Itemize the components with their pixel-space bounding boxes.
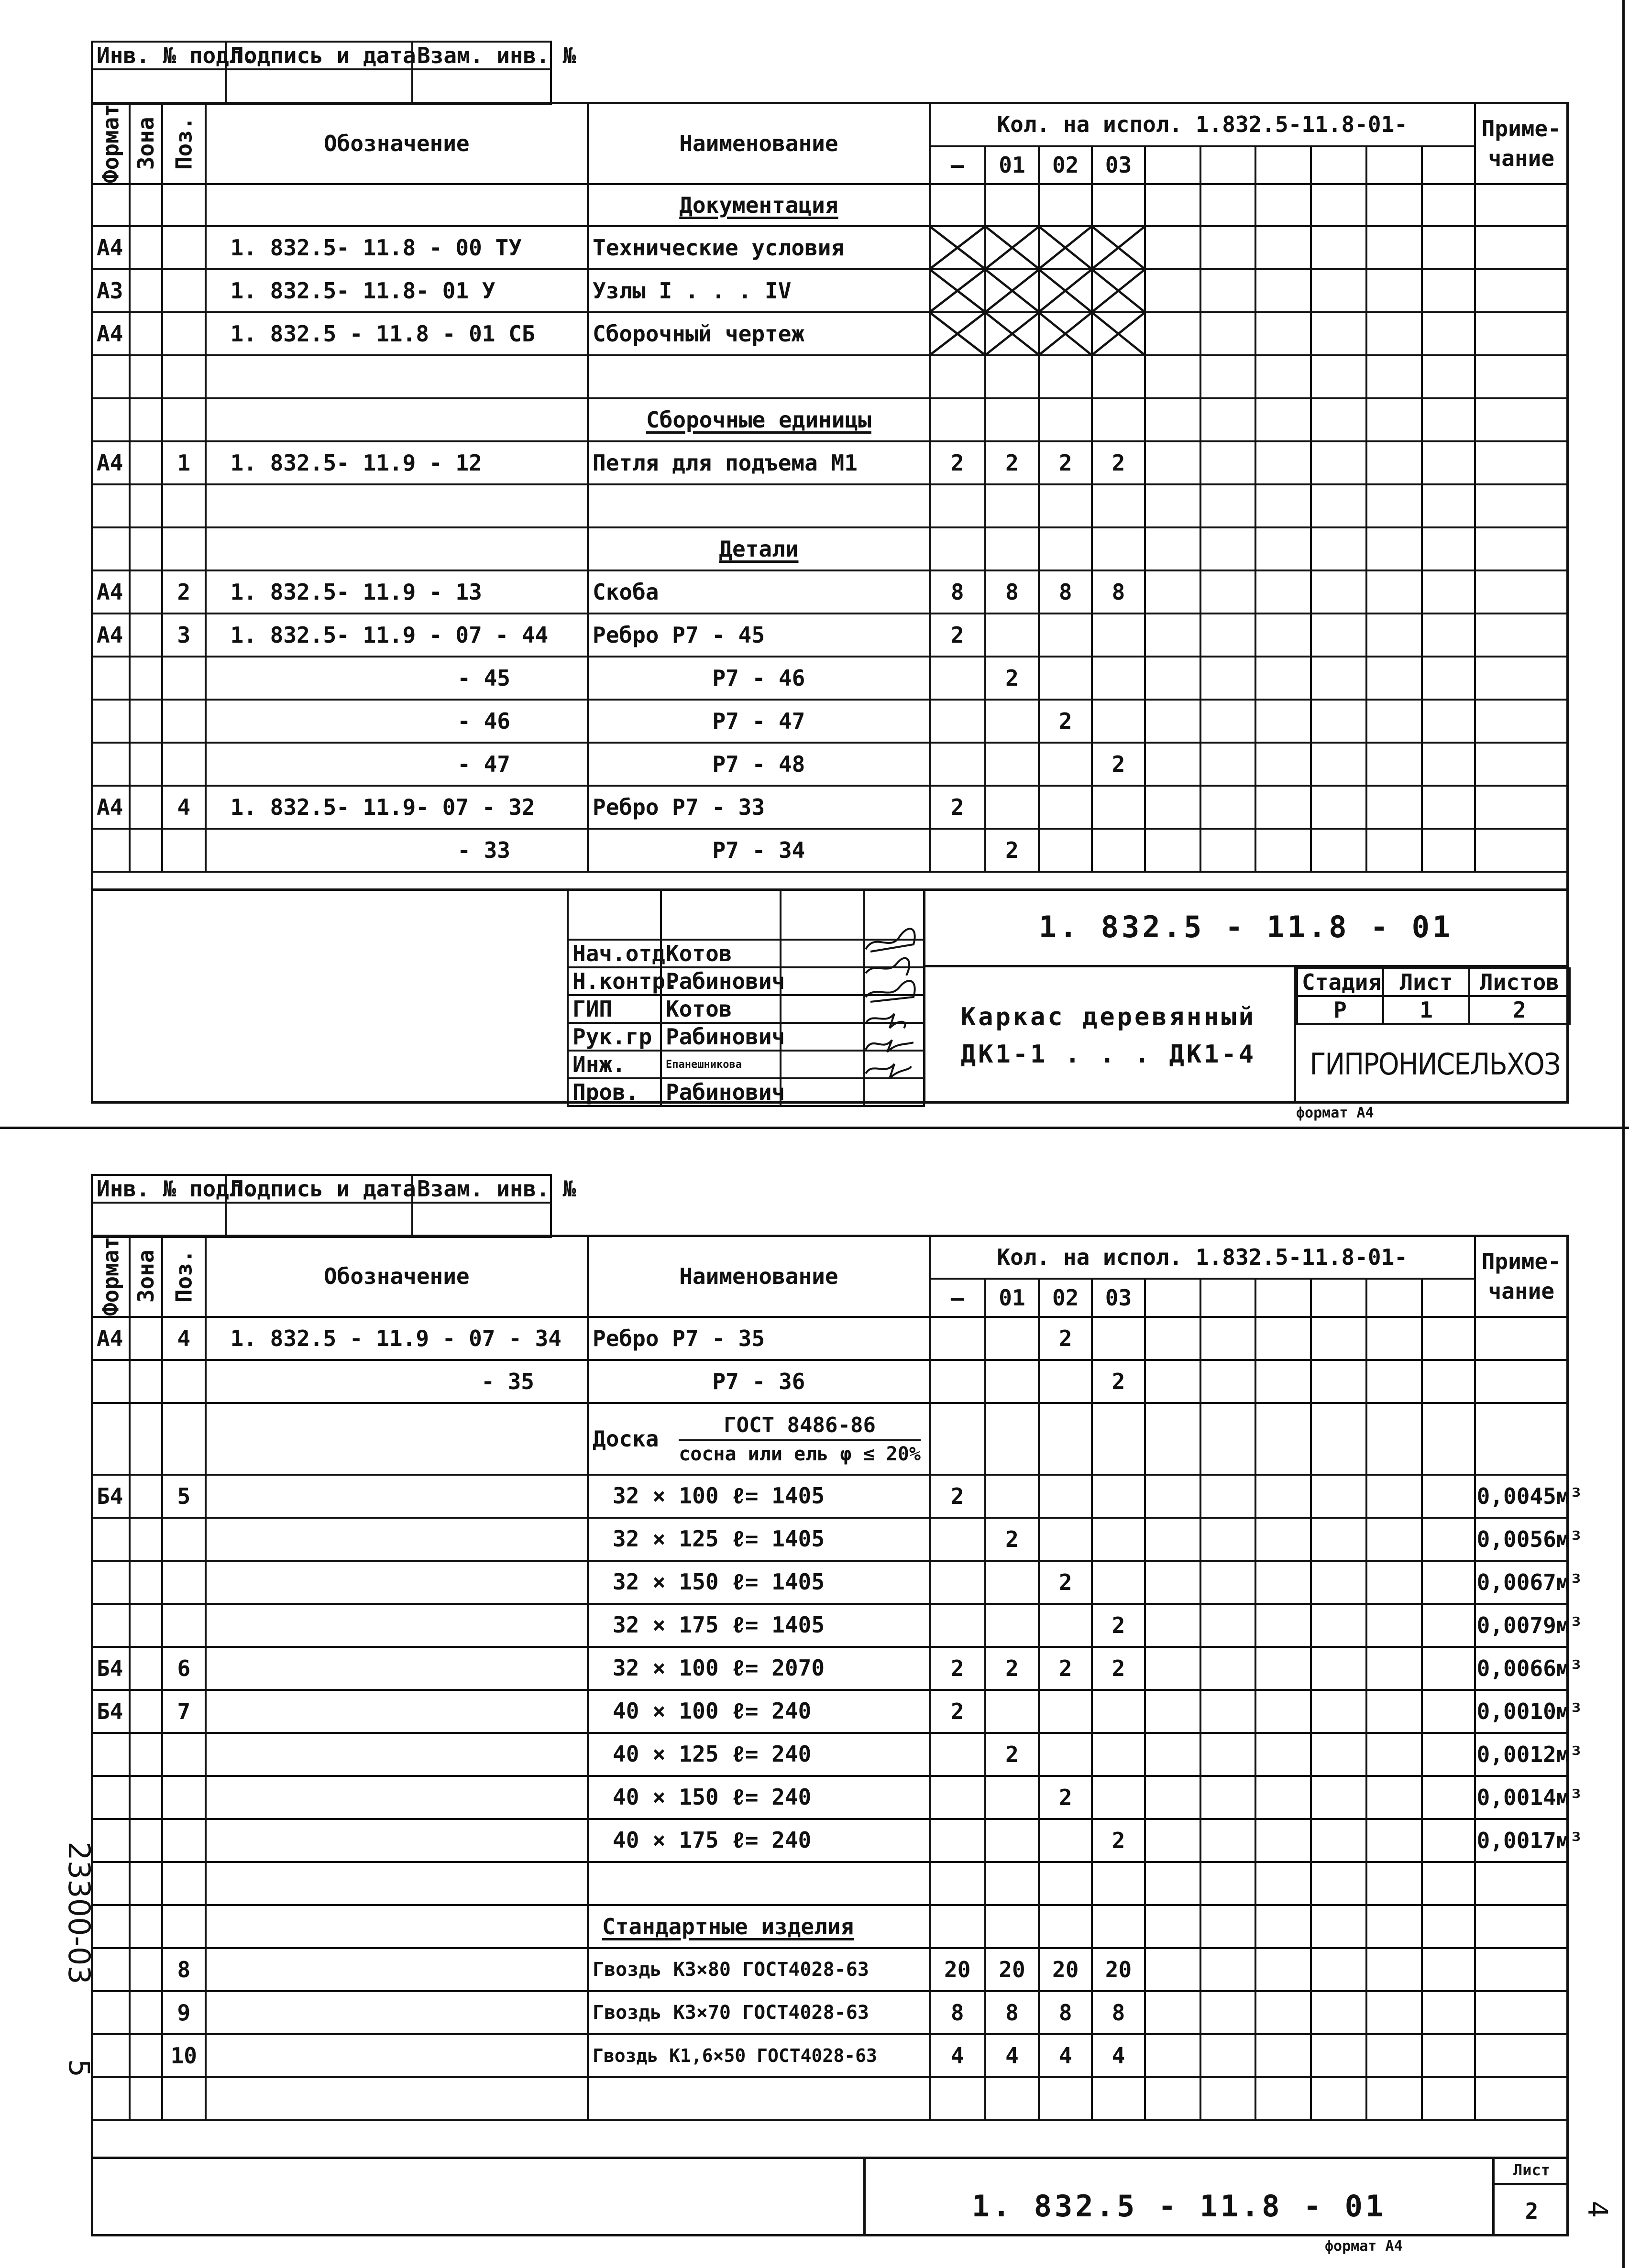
spec-table-2	[91, 1235, 1583, 2121]
inv-podl-label: Инв. № подл.	[92, 42, 226, 69]
row-qty: 8	[1039, 570, 1092, 614]
row-qty: 20	[930, 1948, 985, 1991]
format-label-2: формат А4	[1325, 2238, 1403, 2255]
sheets-label: Листов	[1469, 968, 1570, 996]
person: Рабинович	[661, 967, 781, 995]
row-qty: 20	[1092, 1948, 1145, 1991]
row-designation: - 35	[206, 1360, 588, 1403]
row-pos: 4	[162, 1317, 206, 1360]
variant-header: 01	[985, 1279, 1039, 1317]
row-name: 32 × 125 ℓ= 1405	[588, 1518, 930, 1561]
row-qty: 2	[1092, 1647, 1145, 1690]
person: Рабинович	[661, 1023, 781, 1051]
format-label-1: формат А4	[1296, 1105, 1374, 1121]
row-name: 40 × 175 ℓ= 240	[588, 1819, 930, 1862]
zone-header: Зона	[130, 103, 162, 184]
section-title: Стандартные изделия	[602, 1914, 854, 1940]
row-qty: 2	[985, 829, 1039, 872]
row-qty: 2	[1039, 1647, 1092, 1690]
cross-cell	[1092, 269, 1145, 312]
row-name: Р7 - 48	[588, 743, 930, 786]
row-qty: 8	[1092, 1991, 1145, 2034]
row-volume: 0,0067м³	[1475, 1561, 1568, 1604]
person: Рабинович	[661, 1078, 781, 1106]
row-designation: 1. 832.5 - 11.8 - 01 СБ	[206, 312, 588, 355]
row-designation: - 47	[206, 743, 588, 786]
cross-cell	[1039, 269, 1092, 312]
row-name: Гвоздь К3×80 ГОСТ4028-63	[588, 1948, 930, 1991]
page-divider	[0, 1127, 1629, 1129]
cross-cell	[985, 269, 1039, 312]
row-pos: 2	[162, 570, 206, 614]
row-pos: 6	[162, 1647, 206, 1690]
row-volume: 0,0014м³	[1475, 1776, 1568, 1819]
row-pos: 4	[162, 786, 206, 829]
row-name: Р7 - 47	[588, 700, 930, 743]
row-pos: 8	[162, 1948, 206, 1991]
row-name: Скоба	[588, 570, 930, 614]
row-qty: 2	[1092, 743, 1145, 786]
row-designation: 1. 832.5- 11.9 - 07 - 44	[206, 614, 588, 657]
signature	[866, 1040, 914, 1052]
row-name: 40 × 100 ℓ= 240	[588, 1690, 930, 1733]
cross-cell	[1039, 226, 1092, 269]
stamp-top-2	[91, 1174, 576, 1238]
stage-label: Стадия	[1297, 968, 1383, 996]
name-header: Наименование	[588, 103, 930, 184]
row-qty: 4	[1039, 2034, 1092, 2077]
row-qty: 8	[930, 570, 985, 614]
row-pos: 5	[162, 1475, 206, 1518]
signature-date-label: Подпись и дата	[226, 1175, 412, 1203]
row-format: А4	[92, 614, 130, 657]
cross-cell	[930, 269, 985, 312]
sheets-value: 2	[1469, 996, 1570, 1024]
row-volume: 0,0045м³	[1475, 1475, 1568, 1518]
cross-cell	[930, 226, 985, 269]
role: Инж.	[568, 1051, 661, 1078]
row-pos: 9	[162, 1991, 206, 2034]
board-spec	[588, 1403, 930, 1475]
row-format: А4	[92, 441, 130, 484]
sheet-value: 1	[1383, 996, 1469, 1024]
variant-header: 03	[1092, 146, 1145, 184]
row-qty: 2	[985, 441, 1039, 484]
document-title: Каркас деревянный	[960, 1002, 1256, 1031]
row-pos: 1	[162, 441, 206, 484]
row-qty: 2	[1092, 1819, 1145, 1862]
row-qty: 2	[1039, 1317, 1092, 1360]
row-qty: 8	[1092, 570, 1145, 614]
row-qty: 2	[1092, 441, 1145, 484]
row-volume: 0,0066м³	[1475, 1647, 1568, 1690]
pos-header: Поз.	[162, 103, 206, 184]
row-designation: 1. 832.5- 11.9 - 13	[206, 570, 588, 614]
sheet-label-box	[1495, 2157, 1569, 2185]
row-volume: 0,0012м³	[1475, 1733, 1568, 1776]
row-name: 32 × 100 ℓ= 2070	[588, 1647, 930, 1690]
section-title: Документация	[679, 192, 838, 219]
role: Н.контр.	[568, 967, 661, 995]
qty-header: Кол. на испол. 1.832.5-11.8-01-	[930, 103, 1475, 146]
signatures	[861, 923, 928, 1105]
row-name: Ребро Р7 - 35	[588, 1317, 930, 1360]
signature-date-label: Подпись и дата	[226, 42, 412, 69]
title-code-box-2	[863, 2157, 1495, 2236]
variant-header: 03	[1092, 1279, 1145, 1317]
row-qty: 8	[985, 1991, 1039, 2034]
qty-header: Кол. на испол. 1.832.5-11.8-01-	[930, 1236, 1475, 1279]
row-designation: 1. 832.5- 11.9- 07 - 32	[206, 786, 588, 829]
row-qty: 20	[1039, 1948, 1092, 1991]
row-name: Ребро Р7 - 45	[588, 614, 930, 657]
sheet-number: 2	[1525, 2198, 1539, 2224]
row-format: А4	[92, 226, 130, 269]
row-designation: 1. 832.5- 11.8 - 00 ТУ	[206, 226, 588, 269]
row-qty: 2	[985, 1733, 1039, 1776]
sheet-label: Лист	[1513, 2160, 1551, 2179]
side-number: 23300-03	[61, 1841, 97, 1984]
row-qty: 8	[930, 1991, 985, 2034]
row-qty: 2	[1092, 1604, 1145, 1647]
title-code-row-1	[923, 888, 1569, 967]
sheet-number-box	[1495, 2185, 1569, 2236]
row-qty: 2	[1092, 1360, 1145, 1403]
row-qty: 4	[930, 2034, 985, 2077]
row-format: А4	[92, 312, 130, 355]
board-material: сосна или ель φ ≤ 20%	[679, 1443, 921, 1465]
row-designation: - 33	[206, 829, 588, 872]
row-format: А4	[92, 786, 130, 829]
row-qty: 2	[1039, 441, 1092, 484]
row-qty: 2	[930, 441, 985, 484]
sheet-label: Лист	[1383, 968, 1469, 996]
inv-podl-label: Инв. № подл.	[92, 1175, 226, 1203]
row-name: Гвоздь К1,6×50 ГОСТ4028-63	[588, 2034, 930, 2077]
row-name: Ребро Р7 - 33	[588, 786, 930, 829]
document-subtitle: ДК1-1 . . . ДК1-4	[960, 1040, 1256, 1069]
row-qty: 20	[985, 1948, 1039, 1991]
vzam-inv-label: Взам. инв. №	[412, 42, 551, 69]
zone-header: Зона	[130, 1236, 162, 1317]
row-qty: 8	[985, 570, 1039, 614]
row-name: 32 × 100 ℓ= 1405	[588, 1475, 930, 1518]
row-name: Петля для подъема М1	[588, 441, 930, 484]
format-header: Формат	[92, 103, 130, 184]
variant-header: —	[930, 146, 985, 184]
row-designation: 1. 832.5- 11.9 - 12	[206, 441, 588, 484]
row-designation: - 46	[206, 700, 588, 743]
row-volume: 0,0079м³	[1475, 1604, 1568, 1647]
designation-header: Обозначение	[206, 1236, 588, 1317]
row-name: 40 × 150 ℓ= 240	[588, 1776, 930, 1819]
cross-cell	[1092, 312, 1145, 355]
row-volume: 0,0056м³	[1475, 1518, 1568, 1561]
row-format: А3	[92, 269, 130, 312]
row-name: Узлы I . . . IV	[588, 269, 930, 312]
row-qty: 2	[930, 1690, 985, 1733]
section-title: Детали	[719, 536, 799, 562]
board-label: Доска	[593, 1426, 659, 1452]
row-qty: 2	[1039, 700, 1092, 743]
document-code: 1. 832.5 - 11.8 - 01	[1038, 909, 1453, 944]
cross-cell	[930, 312, 985, 355]
role: Нач.отд	[568, 940, 661, 967]
board-gost: ГОСТ 8486-86	[679, 1413, 921, 1441]
row-name: Р7 - 34	[588, 829, 930, 872]
row-qty: 2	[985, 1518, 1039, 1561]
variant-header: 02	[1039, 1279, 1092, 1317]
row-qty: 2	[930, 1475, 985, 1518]
row-name: Гвоздь К3×70 ГОСТ4028-63	[588, 1991, 930, 2034]
row-name: Технические условия	[588, 226, 930, 269]
row-pos: 3	[162, 614, 206, 657]
signature	[866, 929, 915, 952]
row-qty: 4	[1092, 2034, 1145, 2077]
name-header: Наименование	[588, 1236, 930, 1317]
row-format: Б4	[92, 1475, 130, 1518]
row-designation: - 45	[206, 657, 588, 700]
person: Епанешникова	[661, 1051, 781, 1078]
person: Котов	[661, 995, 781, 1023]
row-qty: 2	[985, 1647, 1039, 1690]
row-designation: 1. 832.5- 11.8- 01 У	[206, 269, 588, 312]
row-qty: 2	[1039, 1561, 1092, 1604]
designation-header: Обозначение	[206, 103, 588, 184]
cross-cell	[985, 226, 1039, 269]
row-qty: 2	[930, 1647, 985, 1690]
cross-cell	[1092, 226, 1145, 269]
remark-header: Приме- чание	[1475, 1236, 1568, 1317]
pos-header: Поз.	[162, 1236, 206, 1317]
cross-cell	[985, 312, 1039, 355]
stamp-top-1	[91, 41, 576, 105]
side-page-number: 5	[62, 2059, 96, 2078]
row-name: 32 × 175 ℓ= 1405	[588, 1604, 930, 1647]
row-pos: 10	[162, 2034, 206, 2077]
vzam-inv-label: Взам. инв. №	[412, 1175, 551, 1203]
remark-header: Приме- чание	[1475, 103, 1568, 184]
row-format: Б4	[92, 1647, 130, 1690]
row-format: А4	[92, 570, 130, 614]
row-name: 32 × 150 ℓ= 1405	[588, 1561, 930, 1604]
row-volume: 0,0017м³	[1475, 1819, 1568, 1862]
spec-table-1	[91, 102, 1569, 873]
row-qty: 2	[930, 786, 985, 829]
stage-table-1	[1296, 967, 1571, 1025]
row-qty: 2	[1039, 1776, 1092, 1819]
row-volume: 0,0010м³	[1475, 1690, 1568, 1733]
variant-header: 02	[1039, 146, 1092, 184]
row-format: Б4	[92, 1690, 130, 1733]
row-pos: 7	[162, 1690, 206, 1733]
document-code: 1. 832.5 - 11.8 - 01	[971, 2189, 1387, 2224]
stage-value: Р	[1297, 996, 1383, 1024]
row-qty: 2	[985, 657, 1039, 700]
section-title: Сборочные единицы	[646, 407, 871, 433]
signature	[866, 1064, 911, 1078]
role: Пров.	[568, 1078, 661, 1106]
page-right-border	[1622, 0, 1625, 2268]
format-header: Формат	[92, 1236, 130, 1317]
variant-header: 01	[985, 146, 1039, 184]
signature	[866, 981, 915, 1002]
signature	[866, 958, 909, 975]
row-name: 40 × 125 ℓ= 240	[588, 1733, 930, 1776]
role: Рук.гр	[568, 1023, 661, 1051]
row-qty: 2	[930, 614, 985, 657]
organization: ГИПРОНИСЕЛЬХОЗ	[1310, 1046, 1560, 1082]
row-qty: 8	[1039, 1991, 1092, 2034]
role: ГИП	[568, 995, 661, 1023]
page-corner-number: 4	[1582, 2201, 1613, 2218]
row-designation: 1. 832.5 - 11.9 - 07 - 34	[206, 1317, 588, 1360]
person: Котов	[661, 940, 781, 967]
row-name: Сборочный чертеж	[588, 312, 930, 355]
title-name-1	[923, 967, 1296, 1104]
signature	[866, 1014, 905, 1028]
cross-cell	[1039, 312, 1092, 355]
row-name: Р7 - 46	[588, 657, 930, 700]
variant-header: —	[930, 1279, 985, 1317]
row-format: А4	[92, 1317, 130, 1360]
row-name: Р7 - 36	[588, 1360, 930, 1403]
row-qty: 4	[985, 2034, 1039, 2077]
